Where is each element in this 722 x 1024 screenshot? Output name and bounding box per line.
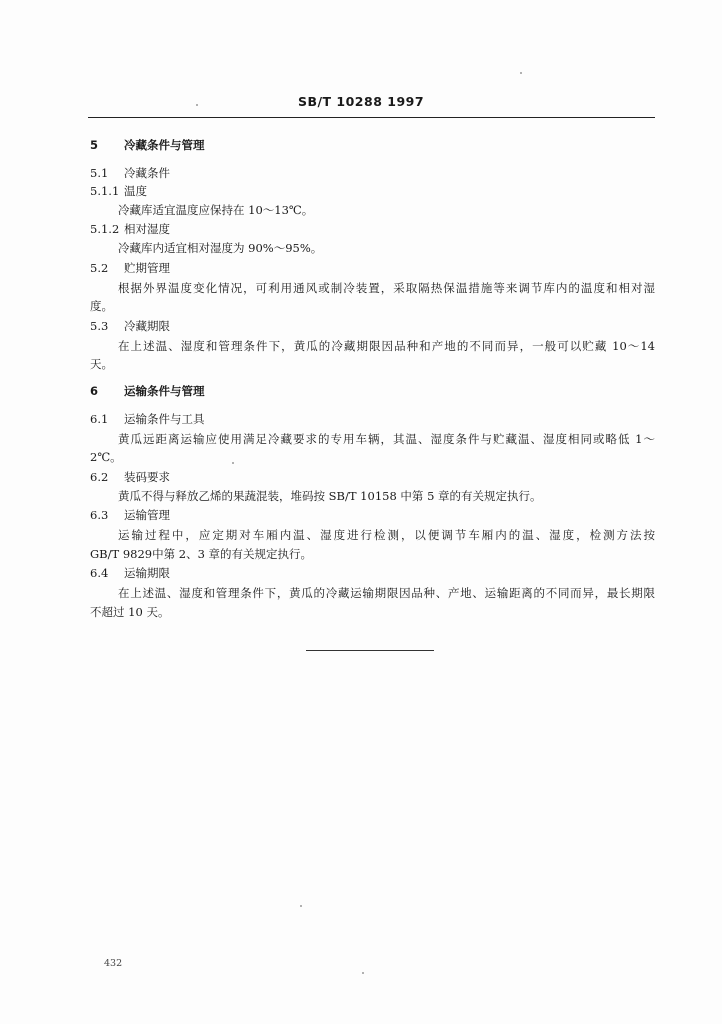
clause-5-1-2-title: 相对湿度 xyxy=(124,222,170,236)
clause-5-3-title: 冷藏期限 xyxy=(124,319,170,333)
scan-speck xyxy=(362,972,364,974)
scan-speck xyxy=(232,462,234,464)
clause-5-1-2-text: 冷藏库内适宜相对湿度为 90%～95%。 xyxy=(118,241,323,255)
clause-6-1-text-line1: 黄瓜远距离运输应使用满足冷藏要求的专用车辆，其温、湿度条件与贮藏温、湿度相同或略低 1～ xyxy=(118,432,655,446)
clause-6-1-heading xyxy=(90,412,205,426)
clause-6-4-heading xyxy=(90,566,170,580)
clause-6-3-title: 运输管理 xyxy=(124,508,170,522)
clause-5-1-heading xyxy=(90,166,170,180)
clause-5-1-number: 5.1 xyxy=(90,166,109,180)
clause-6-2-number: 6.2 xyxy=(90,470,109,484)
clause-5-1-1-heading xyxy=(90,184,147,198)
clause-6-3-number: 6.3 xyxy=(90,508,109,522)
clause-6-1-title: 运输条件与工具 xyxy=(124,412,205,426)
clause-5-3-text-line2: 天。 xyxy=(90,357,113,371)
clause-5-1-2-number: 5.1.2 xyxy=(90,222,120,236)
clause-5-3-text-line1: 在上述温、湿度和管理条件下，黄瓜的冷藏期限因品种和产地的不同而异，一般可以贮藏 10～14 xyxy=(118,339,655,353)
page-number: 432 xyxy=(104,958,123,969)
section-6-number: 6 xyxy=(90,384,99,398)
clause-5-2-title: 贮期管理 xyxy=(124,261,170,275)
scan-speck xyxy=(196,104,198,106)
clause-6-1-text-line2: 2℃。 xyxy=(90,450,122,464)
section-6-title: 运输条件与管理 xyxy=(124,384,205,398)
section-5-title: 冷藏条件与管理 xyxy=(124,138,205,152)
clause-5-2-text-line1: 根据外界温度变化情况，可利用通风或制冷装置，采取隔热保温措施等来调节库内的温度和相对湿 xyxy=(118,281,655,295)
clause-5-1-1-number: 5.1.1 xyxy=(90,184,120,198)
section-5-number: 5 xyxy=(90,138,99,152)
scan-speck xyxy=(300,905,302,907)
end-of-text-rule xyxy=(306,650,434,651)
clause-6-3-text-line1: 运输过程中，应定期对车厢内温、湿度进行检测，以便调节车厢内的温、湿度，检测方法按 xyxy=(118,528,655,542)
clause-5-2-number: 5.2 xyxy=(90,261,109,275)
scan-speck xyxy=(520,72,522,74)
section-6-heading xyxy=(90,384,205,398)
clause-5-1-1-title: 温度 xyxy=(124,184,147,198)
clause-6-4-text-line2: 不超过 10 天。 xyxy=(90,605,170,619)
clause-5-1-1-text: 冷藏库适宜温度应保持在 10～13℃。 xyxy=(118,203,314,217)
clause-5-2-heading xyxy=(90,261,170,275)
clause-5-2-text-line2: 度。 xyxy=(90,299,113,313)
header-divider xyxy=(88,117,655,118)
clause-6-3-text-line2: GB/T 9829中第 2、3 章的有关规定执行。 xyxy=(90,547,313,561)
clause-6-4-number: 6.4 xyxy=(90,566,109,580)
standard-code-header: SB/T 10288 1997 xyxy=(297,94,425,109)
clause-6-4-title: 运输期限 xyxy=(124,566,170,580)
clause-6-3-heading xyxy=(90,508,170,522)
section-5-heading xyxy=(90,138,205,152)
clause-5-3-heading xyxy=(90,319,170,333)
clause-6-2-title: 装码要求 xyxy=(124,470,170,484)
clause-5-3-number: 5.3 xyxy=(90,319,109,333)
clause-6-2-heading xyxy=(90,470,170,484)
clause-6-4-text-line1: 在上述温、湿度和管理条件下，黄瓜的冷藏运输期限因品种、产地、运输距离的不同而异，最长期限 xyxy=(118,586,655,600)
clause-6-1-number: 6.1 xyxy=(90,412,109,426)
clause-6-2-text: 黄瓜不得与释放乙烯的果蔬混装，堆码按 SB/T 10158 中第 5 章的有关规定执行。 xyxy=(118,489,542,503)
clause-5-1-2-heading xyxy=(90,222,170,236)
clause-5-1-title: 冷藏条件 xyxy=(124,166,170,180)
